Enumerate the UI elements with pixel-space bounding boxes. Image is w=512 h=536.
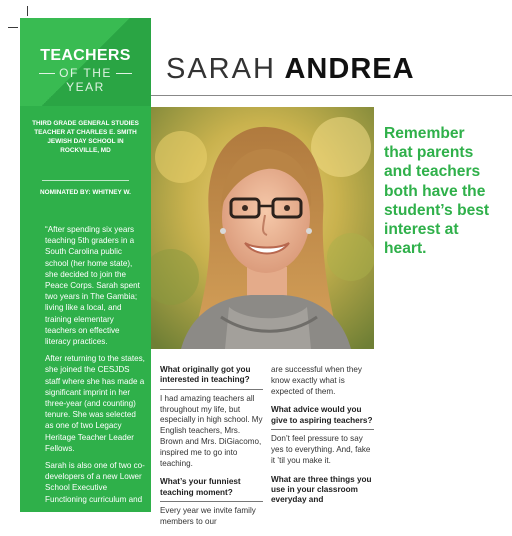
section-header — [20, 18, 151, 106]
header-rule — [151, 95, 512, 96]
pull-quote: Remember that parents and teachers both have the student’s best interest at heart. — [384, 125, 490, 258]
answer: Don’t feel pressure to say yes to everything. And, fake it ’til you make it. — [271, 434, 371, 465]
crop-mark — [27, 6, 28, 16]
portrait-illustration — [151, 107, 374, 349]
portrait-photo — [151, 107, 374, 349]
divider-line — [39, 73, 55, 74]
nominated-by: NOMINATED BY: WHITNEY W. — [40, 189, 131, 196]
bio-text — [45, 224, 145, 511]
divider-line — [116, 73, 132, 74]
section-year: YEAR — [66, 80, 105, 94]
answer: Every year we invite family members to our — [160, 506, 256, 526]
sidebar — [20, 18, 151, 512]
crop-mark — [8, 27, 18, 28]
question: What advice would you give to aspiring teachers? — [271, 405, 374, 430]
bio-paragraph: Sarah is also one of two co-developers of a new Lower School Executive Functioning curriculum and — [45, 461, 145, 504]
answer: I had amazing teachers all throughout my life, but especially in high school. My English teachers, Mrs. Brown and Mrs. DiGiacomo, inspired me to go into teaching. — [160, 393, 263, 468]
teacher-name — [166, 53, 415, 86]
first-name: SARAH — [166, 53, 276, 85]
bio-paragraph: After returning to the states, she joined the CESJDS staff where she has made a significant imprint in her three-year (and counting) tenure. She was selected as one of two Legacy Heritage Teacher Leader Fellows. — [45, 354, 145, 453]
bio-paragraph: “After spending six years teaching 5th graders in a South Carolina public school (her home state), she decided to join the Peace Corps. Sarah spent two years in The Gambia; living like a local, and training elementary teachers on effective literacy practices. — [45, 225, 140, 347]
teacher-role: THIRD GRADE GENERAL STUDIES TEACHER AT CHARLES E. SMITH JEWISH DAY SCHOOL IN ROCKVILLE, MD — [32, 120, 139, 154]
of-the-text: OF THE — [59, 66, 112, 80]
question: What are three things you use in your classroom everyday and — [271, 474, 372, 505]
qa-column-2 — [271, 365, 374, 513]
answer: are successful when they know exactly what is expected of them. — [271, 365, 362, 396]
last-name: ANDREA — [284, 53, 415, 85]
sidebar-divider — [42, 180, 129, 181]
section-kicker: TEACHERS — [40, 47, 131, 64]
section-of-the — [20, 66, 151, 80]
question: What originally got you interested in teaching? — [160, 365, 263, 390]
question: What’s your funniest teaching moment? — [160, 477, 263, 502]
qa-column-1 — [160, 365, 263, 536]
